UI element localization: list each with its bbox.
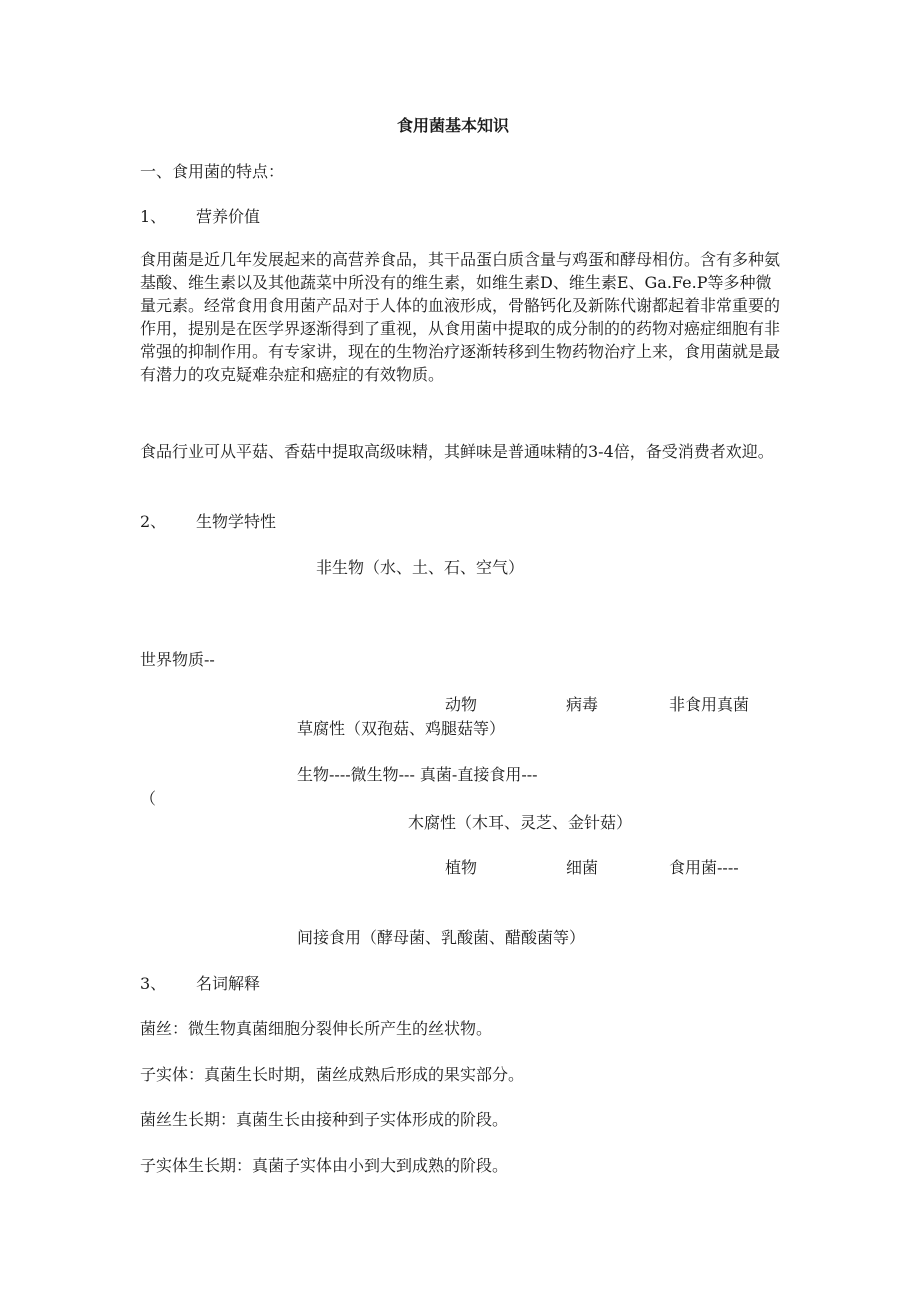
definition-item: 菌丝：微生物真菌细胞分裂伸长所产生的丝状物。: [140, 1019, 493, 1038]
subheading-number: 3、: [140, 974, 167, 993]
subheading-number: 1、: [140, 207, 167, 226]
grass-rot-label: 草腐性（双孢菇、鸡腿菇等）: [297, 719, 506, 738]
nutrition-paragraph: 食用菌是近几年发展起来的高营养食品，其干品蛋白质含量与鸡蛋和酵母相仿。含有多种氨基酸、维生素以及其他蔬菜中所没有的维生素，如维生素D、维生素E、Ga.Fe.P等多种微量元素。经常食用食用菌产品对于人体的血液形成，骨骼钙化及新陈代谢都起着非常重要的作用，提别是在医学界逐渐得到了重视，从食用菌中提取的成分制的的药物对癌症细胞有非常强的抑制作用。有专家讲，现在的生物治疗逐渐转移到生物药物治疗上来，食用菌就是最有潜力的攻克疑难杂症和癌症的有效物质。: [140, 250, 781, 384]
subheading-biology: [140, 512, 276, 532]
inedible-fungi-label: 非食用真菌: [669, 695, 750, 714]
definition-item: 子实体生长期：真菌子实体由小到大到成熟的阶段。: [140, 1156, 509, 1175]
definition-item: 菌丝生长期：真菌生长由接种到子实体形成的阶段。: [140, 1110, 509, 1129]
section-heading: 一、食用菌的特点：: [140, 162, 285, 181]
subheading-terms: [140, 974, 260, 994]
world-matter-label: 世界物质--: [140, 650, 215, 669]
nonliving-label: 非生物（水、土、石、空气）: [316, 558, 525, 577]
plant-label: 植物: [445, 858, 478, 877]
wood-rot-label: 木腐性（木耳、灵芝、金针菇）: [408, 813, 633, 832]
organism-chain-label: 生物----微生物--- 真菌-直接食用---: [297, 765, 538, 784]
subheading-number: 2、: [140, 512, 167, 531]
page-title: 食用菌基本知识: [397, 116, 510, 135]
subheading-label: 生物学特性: [196, 512, 277, 531]
indirect-edible-label: 间接食用（酵母菌、乳酸菌、醋酸菌等）: [297, 928, 586, 947]
animal-label: 动物: [445, 695, 478, 714]
virus-label: 病毒: [566, 695, 599, 714]
subheading-label: 营养价值: [196, 207, 261, 226]
definition-item: 子实体：真菌生长时期，菌丝成熟后形成的果实部分。: [140, 1065, 525, 1084]
subheading-nutrition: [140, 207, 260, 227]
subheading-label: 名词解释: [196, 974, 261, 993]
bacteria-label: 细菌: [566, 858, 599, 877]
bracket-label: （: [140, 789, 157, 808]
food-industry-paragraph: 食品行业可从平菇、香菇中提取高级味精，其鲜味是普通味精的3-4倍，备受消费者欢迎。: [140, 442, 774, 461]
edible-fungi-label: 食用菌----: [669, 858, 739, 877]
